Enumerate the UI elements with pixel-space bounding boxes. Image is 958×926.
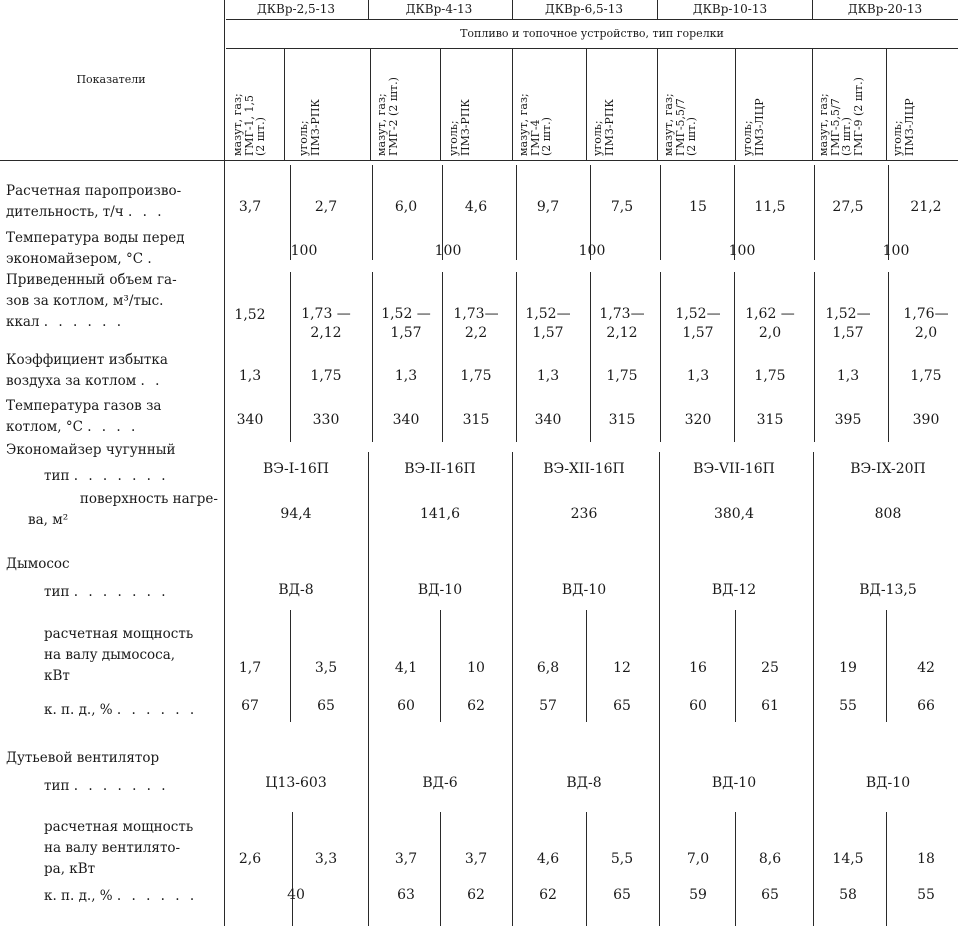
boiler-divider <box>512 0 513 19</box>
cell-economizer-type: ВЭ-VII-16П <box>693 461 775 477</box>
cell-economizer-type: ВЭ-XII-16П <box>543 461 625 477</box>
body-divider <box>440 812 441 926</box>
cell-exhauster-power: 6,8 <box>536 660 560 676</box>
fuel-divider <box>586 48 587 160</box>
fuel-column-line: мазут, газ; <box>517 93 530 156</box>
cell-gas-temp: 395 <box>834 412 862 428</box>
cell-steam-capacity: 21,2 <box>910 199 942 215</box>
cell-fan-eff: 62 <box>467 887 485 903</box>
cell-line: 1,57 <box>682 325 714 341</box>
body-divider <box>886 610 887 722</box>
cell-economizer-type: ВЭ-IX-20П <box>850 461 926 477</box>
fuel-column-line: мазут, газ; <box>817 93 830 156</box>
fuel-column-line: ПМЗ-ЛЦР <box>752 98 766 156</box>
cell-economizer-surface: 94,4 <box>280 506 312 522</box>
cell-water-temp: 100 <box>882 243 910 259</box>
cell-line: 1,57 <box>532 325 564 341</box>
cell-exhauster-eff: 57 <box>539 698 557 714</box>
cell-exhauster-power: 10 <box>467 660 485 676</box>
cell-exhauster-power: 12 <box>613 660 631 676</box>
fuel-column-line: ПМЗ-ЛЦР <box>902 98 916 156</box>
fuel-column-line: уголь; <box>591 120 604 156</box>
cell-economizer-surface: 380,4 <box>713 506 755 522</box>
cell-economizer-surface: 808 <box>874 506 902 522</box>
label-exhauster-eff: к. п. д., % . . . . . . <box>44 702 198 718</box>
cell-fan-power: 18 <box>917 851 935 867</box>
label-steam-capacity: Расчетная паропроизво- дительность, т/ч . . . <box>6 183 182 220</box>
body-divider <box>586 812 587 926</box>
label-fan-power: расчетная мощность на валу вентилято- ра, кВт <box>44 819 194 877</box>
cell-line: 1,52— <box>825 306 871 322</box>
cell-gas-volume <box>441 305 511 343</box>
cell-fan-eff: 63 <box>397 887 415 903</box>
cell-exhauster-eff: 66 <box>917 698 935 714</box>
label-fan: Дутьевой вентилятор <box>6 750 160 766</box>
cell-fan-type: ВД-10 <box>711 775 757 791</box>
fuel-column-line: ПМЗ-РПК <box>308 99 322 156</box>
cell-steam-capacity: 4,6 <box>464 199 488 215</box>
cell-line: 1,73 — <box>301 306 351 322</box>
cell-gas-volume <box>891 305 958 343</box>
fuel-column-line: ПМЗ-РПК <box>458 99 472 156</box>
cell-gas-temp: 315 <box>756 412 784 428</box>
cell-exhauster-type: ВД-10 <box>561 582 607 598</box>
cell-fan-type: ВД-8 <box>566 775 602 791</box>
fuel-column-header <box>742 98 765 156</box>
cell-steam-capacity: 9,7 <box>536 199 560 215</box>
cell-fan-type: Ц13-603 <box>265 775 327 791</box>
fuel-column-header <box>376 77 399 156</box>
cell-exhauster-eff: 65 <box>317 698 335 714</box>
label-fan-type: тип . . . . . . . <box>44 778 169 794</box>
cell-fan-eff: 55 <box>917 887 935 903</box>
cell-economizer-surface: 236 <box>570 506 598 522</box>
cell-exhauster-power: 25 <box>761 660 779 676</box>
cell-steam-capacity: 27,5 <box>832 199 864 215</box>
cell-line: 1,57 <box>390 325 422 341</box>
fuel-divider <box>735 48 736 160</box>
cell-excess-air: 1,75 <box>310 368 342 384</box>
cell-gas-temp: 315 <box>608 412 636 428</box>
cell-exhauster-eff: 60 <box>397 698 415 714</box>
fuel-column-line: ГМГ-4 <box>528 119 542 156</box>
cell-exhauster-power: 42 <box>917 660 935 676</box>
cell-exhauster-power: 16 <box>689 660 707 676</box>
cell-exhauster-eff: 65 <box>613 698 631 714</box>
cell-excess-air: 1,3 <box>836 368 860 384</box>
cell-gas-volume <box>813 305 883 343</box>
cell-gas-temp: 330 <box>312 412 340 428</box>
cell-fan-eff: 62 <box>539 887 557 903</box>
cell-fan-type: ВД-10 <box>865 775 911 791</box>
cell-gas-temp: 340 <box>236 412 264 428</box>
fuel-column-header <box>892 98 915 156</box>
cell-gas-volume <box>663 305 733 343</box>
cell-line: 1,52 <box>234 307 266 323</box>
label-excess-air: Коэффициент избытка воздуха за котлом . . <box>6 352 168 389</box>
cell-water-temp: 100 <box>728 243 756 259</box>
boiler-header: ДКВр-10-13 <box>692 2 768 16</box>
fuel-divider <box>512 48 513 160</box>
fuel-divider <box>370 48 371 160</box>
cell-gas-volume <box>735 305 805 343</box>
fuel-column-header <box>518 93 553 156</box>
cell-gas-volume <box>587 305 657 343</box>
cell-line: 2,12 <box>310 325 342 341</box>
fuel-column-header <box>592 99 615 156</box>
cell-gas-temp: 340 <box>534 412 562 428</box>
cell-steam-capacity: 2,7 <box>314 199 338 215</box>
fuel-column-header <box>818 77 864 156</box>
cell-excess-air: 1,3 <box>686 368 710 384</box>
cell-exhauster-power: 3,5 <box>314 660 338 676</box>
label-exhauster-power: расчетная мощность на валу дымососа, кВт <box>44 626 194 684</box>
fuel-column-line: ГМГ-1, 1,5 <box>242 94 256 156</box>
cell-excess-air: 1,3 <box>536 368 560 384</box>
label-exhauster-type: тип . . . . . . . <box>44 584 169 600</box>
cell-fan-power: 4,6 <box>536 851 560 867</box>
cell-fan-eff: 59 <box>689 887 707 903</box>
fuel-divider <box>440 48 441 160</box>
cell-fan-power: 2,6 <box>238 851 262 867</box>
header-bottom-rule <box>0 160 958 161</box>
fuel-column-line: уголь; <box>447 120 460 156</box>
fuel-column-line: (2 шт.) <box>540 117 553 156</box>
fuel-column-header <box>298 99 321 156</box>
boiler-header: ДКВр-2,5-13 <box>256 2 335 16</box>
cell-line: 1,73— <box>453 306 499 322</box>
boiler-header: ДКВр-20-13 <box>847 2 923 16</box>
cell-exhauster-type: ВД-10 <box>417 582 463 598</box>
body-divider <box>735 812 736 926</box>
label-fan-eff: к. п. д., % . . . . . . <box>44 888 198 904</box>
cell-fan-eff: 40 <box>287 887 305 903</box>
cell-excess-air: 1,3 <box>238 368 262 384</box>
fuel-column-line: уголь; <box>891 120 904 156</box>
cell-gas-volume <box>215 306 285 325</box>
cell-fan-power: 3,7 <box>394 851 418 867</box>
cell-excess-air: 1,75 <box>460 368 492 384</box>
body-divider <box>659 452 660 926</box>
cell-line: 1,76— <box>903 306 949 322</box>
fuel-column-line: ГМГ-5,5/7 <box>673 98 687 156</box>
cell-fan-power: 5,5 <box>610 851 634 867</box>
cell-water-temp: 100 <box>578 243 606 259</box>
boiler-header: ДКВр-6,5-13 <box>544 2 623 16</box>
body-divider <box>292 812 293 926</box>
boiler-header: ДКВр-4-13 <box>405 2 473 16</box>
cell-line: 2,2 <box>464 325 488 341</box>
cell-exhauster-power: 1,7 <box>238 660 262 676</box>
cell-excess-air: 1,75 <box>606 368 638 384</box>
label-gas-volume: Приведенный объем га- зов за котлом, м³/тыс. ккал . . . . . . <box>6 272 177 330</box>
body-divider <box>888 272 889 442</box>
fuel-column-line: ГМГ-5,5/7 <box>828 98 842 156</box>
label-economizer-surface: поверхность нагре- ва, м² <box>28 491 218 528</box>
boiler-divider <box>812 0 813 19</box>
body-divider <box>368 452 369 926</box>
fuel-divider <box>886 48 887 160</box>
cell-gas-temp: 315 <box>462 412 490 428</box>
cell-gas-volume <box>371 305 441 343</box>
cell-line: 2,12 <box>606 325 638 341</box>
cell-fan-eff: 58 <box>839 887 857 903</box>
cell-excess-air: 1,3 <box>394 368 418 384</box>
cell-exhauster-eff: 60 <box>689 698 707 714</box>
cell-line: 1,52 — <box>381 306 431 322</box>
fuel-column-line: мазут, газ; <box>375 93 388 156</box>
fuel-divider <box>812 48 813 160</box>
fuel-divider <box>657 48 658 160</box>
cell-gas-temp: 320 <box>684 412 712 428</box>
cell-excess-air: 1,75 <box>910 368 942 384</box>
cell-exhauster-eff: 61 <box>761 698 779 714</box>
label-economizer-type: тип . . . . . . . <box>44 468 169 484</box>
label-gas-temp: Температура газов за котлом, °С . . . . <box>6 398 162 435</box>
cell-line: 1,52— <box>525 306 571 322</box>
cell-exhauster-type: ВД-13,5 <box>859 582 917 598</box>
label-exhauster: Дымосос <box>6 556 70 572</box>
body-divider <box>886 812 887 926</box>
body-divider <box>660 272 661 442</box>
cell-line: 1,57 <box>832 325 864 341</box>
fuel-divider <box>284 48 285 160</box>
fuel-column-line: мазут, газ; <box>231 93 244 156</box>
cell-gas-volume <box>291 305 361 343</box>
cell-fan-type: ВД-6 <box>422 775 458 791</box>
header-top-rule <box>226 19 958 20</box>
cell-fan-power: 3,3 <box>314 851 338 867</box>
cell-economizer-surface: 141,6 <box>419 506 461 522</box>
label-water-temp: Температура воды перед экономайзером, °С . <box>6 230 185 267</box>
fuel-column-line: ПМЗ-РПК <box>602 99 616 156</box>
cell-line: 1,52— <box>675 306 721 322</box>
cell-exhauster-eff: 67 <box>241 698 259 714</box>
cell-water-temp: 100 <box>434 243 462 259</box>
cell-fan-eff: 65 <box>761 887 779 903</box>
cell-exhauster-eff: 62 <box>467 698 485 714</box>
cell-economizer-type: ВЭ-II-16П <box>404 461 476 477</box>
indicators-header: Показатели <box>76 73 146 86</box>
cell-exhauster-eff: 55 <box>839 698 857 714</box>
cell-line: 2,0 <box>758 325 782 341</box>
cell-steam-capacity: 15 <box>689 199 707 215</box>
cell-fan-power: 14,5 <box>832 851 864 867</box>
cell-line: 1,62 — <box>745 306 795 322</box>
fuel-caption-rule <box>226 48 958 49</box>
fuel-column-header <box>232 93 267 156</box>
fuel-column-line: ГМГ-2 (2 шт.) <box>386 77 400 156</box>
fuel-column-line: (3 шт.) <box>840 117 853 156</box>
cell-steam-capacity: 6,0 <box>394 199 418 215</box>
cell-exhauster-power: 4,1 <box>394 660 418 676</box>
cell-exhauster-type: ВД-8 <box>278 582 314 598</box>
fuel-column-line: уголь; <box>741 120 754 156</box>
boiler-divider <box>657 0 658 19</box>
cell-excess-air: 1,75 <box>754 368 786 384</box>
cell-fan-eff: 65 <box>613 887 631 903</box>
fuel-column-line: (2 шт.) <box>254 117 267 156</box>
cell-line: 1,73— <box>599 306 645 322</box>
cell-steam-capacity: 3,7 <box>238 199 262 215</box>
cell-fan-power: 8,6 <box>758 851 782 867</box>
cell-steam-capacity: 11,5 <box>754 199 786 215</box>
fuel-column-line: (2 шт.) <box>685 117 698 156</box>
cell-steam-capacity: 7,5 <box>610 199 634 215</box>
cell-economizer-type: ВЭ-I-16П <box>262 461 329 477</box>
cell-gas-temp: 390 <box>912 412 940 428</box>
cell-exhauster-type: ВД-12 <box>711 582 757 598</box>
main-column-divider <box>224 0 225 926</box>
cell-water-temp: 100 <box>290 243 318 259</box>
cell-fan-power: 7,0 <box>686 851 710 867</box>
fuel-column-header <box>663 93 698 156</box>
fuel-caption: Топливо и топочное устройство, тип горелки <box>460 27 724 40</box>
cell-gas-volume <box>513 305 583 343</box>
fuel-column-line: мазут, газ; <box>662 93 675 156</box>
cell-line: 2,0 <box>914 325 938 341</box>
label-economizer: Экономайзер чугунный <box>6 442 176 458</box>
fuel-column-line: уголь; <box>297 120 310 156</box>
cell-exhauster-power: 19 <box>839 660 857 676</box>
fuel-column-line: ГМГ-9 (2 шт.) <box>851 77 865 156</box>
cell-fan-power: 3,7 <box>464 851 488 867</box>
fuel-column-header <box>448 99 471 156</box>
cell-gas-temp: 340 <box>392 412 420 428</box>
